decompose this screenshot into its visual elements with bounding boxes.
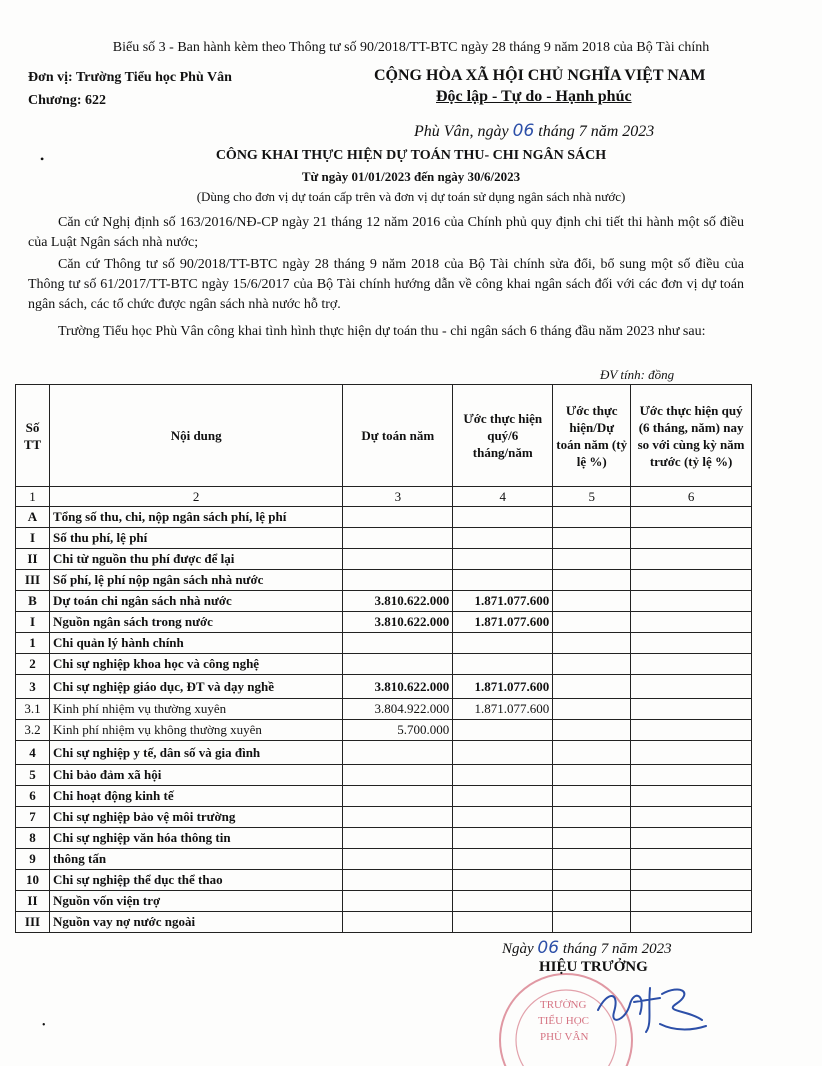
row-estimate-cell: 1.871.077.600 [453, 699, 553, 720]
seal-line-3: PHÙ VÂN [540, 1031, 589, 1043]
row-budget-cell [343, 528, 453, 549]
row-number-cell: 8 [16, 828, 50, 849]
row-number-cell: A [16, 507, 50, 528]
column-number: 1 [16, 487, 50, 507]
column-number: 2 [49, 487, 342, 507]
row-content-cell: Nguồn ngân sách trong nước [49, 612, 342, 633]
signature-date-suffix: tháng 7 năm 2023 [559, 941, 672, 957]
paragraph-circular: Căn cứ Thông tư số 90/2018/TT-BTC ngày 28 tháng 9 năm 2018 của Bộ Tài chính sửa đổi, bổ sung một số điều của Thông tư số 61/2017/TT-BTC ngày 15/6/2017 của Bộ Tài chính hướng dẫn về công khai ngân sách đối với các đơn vị dự toán ngân sách, các tổ chức được ngân sách nhà nước hỗ trợ. [28, 257, 744, 312]
row-number-cell: 3.2 [16, 720, 50, 741]
table-body [16, 507, 752, 933]
row-ratio-budget-cell [553, 507, 631, 528]
row-content-cell: Chi sự nghiệp bảo vệ môi trường [49, 807, 342, 828]
row-number-cell: II [16, 891, 50, 912]
table-row [16, 891, 752, 912]
row-number-cell: 4 [16, 741, 50, 765]
place-date-day: 06 [512, 121, 535, 141]
motto: Độc lập - Tự do - Hạnh phúc [436, 88, 632, 105]
row-number-cell: 3 [16, 675, 50, 699]
row-ratio-budget-cell [553, 891, 631, 912]
column-number: 3 [343, 487, 453, 507]
table-row [16, 507, 752, 528]
table-row [16, 741, 752, 765]
row-number-cell: 3.1 [16, 699, 50, 720]
row-budget-cell: 3.810.622.000 [343, 591, 453, 612]
row-ratio-budget-cell [553, 741, 631, 765]
row-content-cell: Số phí, lệ phí nộp ngân sách nhà nước [49, 570, 342, 591]
row-ratio-prior-year-cell [631, 891, 752, 912]
table-row [16, 828, 752, 849]
row-number-cell: III [16, 912, 50, 933]
row-estimate-cell: 1.871.077.600 [453, 612, 553, 633]
table-column-number-row [16, 487, 752, 507]
row-content-cell: Nguồn vay nợ nước ngoài [49, 912, 342, 933]
row-budget-cell [343, 849, 453, 870]
row-ratio-budget-cell [553, 591, 631, 612]
row-ratio-budget-cell [553, 765, 631, 786]
row-ratio-prior-year-cell [631, 675, 752, 699]
table-row [16, 870, 752, 891]
row-estimate-cell [453, 741, 553, 765]
row-ratio-budget-cell [553, 570, 631, 591]
row-content-cell: Dự toán chi ngân sách nhà nước [49, 591, 342, 612]
row-ratio-prior-year-cell [631, 765, 752, 786]
row-content-cell: Nguồn vốn viện trợ [49, 891, 342, 912]
row-estimate-cell [453, 765, 553, 786]
row-ratio-budget-cell [553, 807, 631, 828]
row-content-cell: Chi sự nghiệp giáo dục, ĐT và dạy nghề [49, 675, 342, 699]
row-number-cell: I [16, 528, 50, 549]
row-estimate-cell [453, 528, 553, 549]
row-estimate-cell [453, 828, 553, 849]
row-content-cell: Chi sự nghiệp thể dục thể thao [49, 870, 342, 891]
chapter-code: Chương: 622 [28, 93, 106, 108]
row-content-cell: Chi hoạt động kinh tế [49, 786, 342, 807]
row-content-cell: Chi từ nguồn thu phí được để lại [49, 549, 342, 570]
paragraph-intro: Trường Tiểu học Phù Vân công khai tình hình thực hiện dự toán thu - chi ngân sách 6 tháng đầu năm 2023 như sau: [58, 324, 706, 339]
column-number: 4 [453, 487, 553, 507]
row-number-cell: B [16, 591, 50, 612]
row-number-cell: 10 [16, 870, 50, 891]
row-budget-cell: 3.810.622.000 [343, 675, 453, 699]
table-row [16, 765, 752, 786]
signature-date [502, 938, 672, 958]
row-content-cell: Chi quản lý hành chính [49, 633, 342, 654]
row-ratio-prior-year-cell [631, 828, 752, 849]
row-estimate-cell [453, 549, 553, 570]
row-ratio-budget-cell [553, 828, 631, 849]
unit-name: Đơn vị: Trường Tiểu học Phù Vân [28, 70, 232, 85]
row-budget-cell [343, 633, 453, 654]
row-ratio-budget-cell [553, 912, 631, 933]
table-row [16, 633, 752, 654]
table-row [16, 612, 752, 633]
header-content: Nội dung [49, 385, 342, 487]
row-ratio-prior-year-cell [631, 528, 752, 549]
header-budget: Dự toán năm [343, 385, 453, 487]
row-number-cell: I [16, 612, 50, 633]
row-budget-cell [343, 765, 453, 786]
row-ratio-prior-year-cell [631, 807, 752, 828]
paragraph-decree: Căn cứ Nghị định số 163/2016/NĐ-CP ngày 21 tháng 12 năm 2016 của Chính phủ quy định chi tiết thi hành một số điều của Luật Ngân sách nhà nước; [28, 215, 744, 250]
document-period: Từ ngày 01/01/2023 đến ngày 30/6/2023 [301, 169, 521, 184]
row-budget-cell: 3.810.622.000 [343, 612, 453, 633]
header-estimate: Ước thực hiện quý/6 tháng/năm [453, 385, 553, 487]
place-date-suffix: tháng 7 năm 2023 [534, 123, 655, 140]
row-budget-cell [343, 786, 453, 807]
row-number-cell: 5 [16, 765, 50, 786]
budget-table [15, 384, 752, 933]
stray-mark: • [40, 152, 45, 166]
nation-heading: CỘNG HÒA XÃ HỘI CHỦ NGHĨA VIỆT NAM [374, 67, 706, 84]
row-budget-cell [343, 807, 453, 828]
row-ratio-budget-cell [553, 612, 631, 633]
signature-date-day: 06 [537, 938, 560, 958]
row-budget-cell [343, 549, 453, 570]
row-ratio-prior-year-cell [631, 654, 752, 675]
row-content-cell: Số thu phí, lệ phí [49, 528, 342, 549]
table-header-row [16, 385, 752, 487]
header-ratio-budget: Ước thực hiện/Dự toán năm (tỷ lệ %) [553, 385, 631, 487]
row-ratio-budget-cell [553, 654, 631, 675]
row-ratio-prior-year-cell [631, 591, 752, 612]
row-number-cell: 1 [16, 633, 50, 654]
row-ratio-prior-year-cell [631, 912, 752, 933]
row-content-cell: Kinh phí nhiệm vụ không thường xuyên [49, 720, 342, 741]
row-budget-cell [343, 891, 453, 912]
row-budget-cell [343, 654, 453, 675]
row-budget-cell [343, 912, 453, 933]
document-title: CÔNG KHAI THỰC HIỆN DỰ TOÁN THU- CHI NGÂN SÁCH [215, 148, 607, 163]
row-budget-cell [343, 741, 453, 765]
row-ratio-prior-year-cell [631, 699, 752, 720]
table-row [16, 570, 752, 591]
row-estimate-cell [453, 507, 553, 528]
table-row [16, 591, 752, 612]
row-budget-cell [343, 570, 453, 591]
row-number-cell: II [16, 549, 50, 570]
table-row [16, 549, 752, 570]
header-ratio-prior-year: Ước thực hiện quý (6 tháng, năm) nay so với cùng kỳ năm trước (tỷ lệ %) [631, 385, 752, 487]
row-ratio-budget-cell [553, 849, 631, 870]
row-budget-cell: 5.700.000 [343, 720, 453, 741]
signatory-title: HIỆU TRƯỞNG [539, 959, 648, 975]
row-ratio-prior-year-cell [631, 549, 752, 570]
table-row [16, 720, 752, 741]
row-budget-cell [343, 870, 453, 891]
row-estimate-cell [453, 807, 553, 828]
row-estimate-cell [453, 633, 553, 654]
row-content-cell: Chi sự nghiệp y tế, dân số và gia đình [49, 741, 342, 765]
row-estimate-cell: 1.871.077.600 [453, 591, 553, 612]
row-ratio-budget-cell [553, 720, 631, 741]
row-ratio-prior-year-cell [631, 849, 752, 870]
seal-line-2: TIỂU HỌC [538, 1015, 590, 1027]
handwritten-signature [590, 980, 710, 1040]
place-date-prefix: Phù Vân, ngày [414, 123, 513, 140]
row-estimate-cell [453, 570, 553, 591]
row-estimate-cell [453, 720, 553, 741]
row-estimate-cell [453, 870, 553, 891]
row-ratio-budget-cell [553, 786, 631, 807]
table-row [16, 849, 752, 870]
row-content-cell: Kinh phí nhiệm vụ thường xuyên [49, 699, 342, 720]
row-ratio-prior-year-cell [631, 720, 752, 741]
table-row [16, 807, 752, 828]
row-ratio-budget-cell [553, 549, 631, 570]
row-content-cell: Chi bảo đảm xã hội [49, 765, 342, 786]
form-note: Biểu số 3 - Ban hành kèm theo Thông tư số 90/2018/TT-BTC ngày 28 tháng 9 năm 2018 của Bộ Tài chính [112, 40, 710, 55]
row-budget-cell [343, 507, 453, 528]
row-number-cell: 2 [16, 654, 50, 675]
row-estimate-cell [453, 891, 553, 912]
row-ratio-prior-year-cell [631, 633, 752, 654]
row-estimate-cell [453, 849, 553, 870]
row-number-cell: III [16, 570, 50, 591]
stray-mark: • [42, 1020, 46, 1031]
row-ratio-budget-cell [553, 633, 631, 654]
row-ratio-budget-cell [553, 699, 631, 720]
signature-date-prefix: Ngày [502, 941, 538, 957]
row-content-cell: thông tấn [49, 849, 342, 870]
row-ratio-prior-year-cell [631, 612, 752, 633]
table-row [16, 699, 752, 720]
row-ratio-prior-year-cell [631, 786, 752, 807]
row-budget-cell [343, 828, 453, 849]
table-row [16, 786, 752, 807]
row-estimate-cell [453, 912, 553, 933]
column-number: 6 [631, 487, 752, 507]
row-number-cell: 6 [16, 786, 50, 807]
row-estimate-cell: 1.871.077.600 [453, 675, 553, 699]
row-estimate-cell [453, 654, 553, 675]
row-number-cell: 9 [16, 849, 50, 870]
place-date [414, 121, 654, 141]
table-row [16, 654, 752, 675]
usage-note: (Dùng cho đơn vị dự toán cấp trên và đơn vị dự toán sử dụng ngân sách nhà nước) [196, 189, 626, 204]
table-row [16, 675, 752, 699]
row-content-cell: Chi sự nghiệp khoa học và công nghệ [49, 654, 342, 675]
row-ratio-budget-cell [553, 528, 631, 549]
row-estimate-cell [453, 786, 553, 807]
row-ratio-prior-year-cell [631, 741, 752, 765]
row-content-cell: Tổng số thu, chi, nộp ngân sách phí, lệ phí [49, 507, 342, 528]
unit-of-measure-note: ĐV tính: đồng [600, 367, 675, 382]
row-ratio-budget-cell [553, 870, 631, 891]
row-ratio-prior-year-cell [631, 870, 752, 891]
table-row [16, 912, 752, 933]
row-budget-cell: 3.804.922.000 [343, 699, 453, 720]
row-ratio-prior-year-cell [631, 570, 752, 591]
row-content-cell: Chi sự nghiệp văn hóa thông tin [49, 828, 342, 849]
row-ratio-prior-year-cell [631, 507, 752, 528]
table-row [16, 528, 752, 549]
row-ratio-budget-cell [553, 675, 631, 699]
column-number: 5 [553, 487, 631, 507]
seal-line-1: TRƯỜNG [540, 999, 587, 1011]
row-number-cell: 7 [16, 807, 50, 828]
header-no: Số TT [16, 385, 50, 487]
